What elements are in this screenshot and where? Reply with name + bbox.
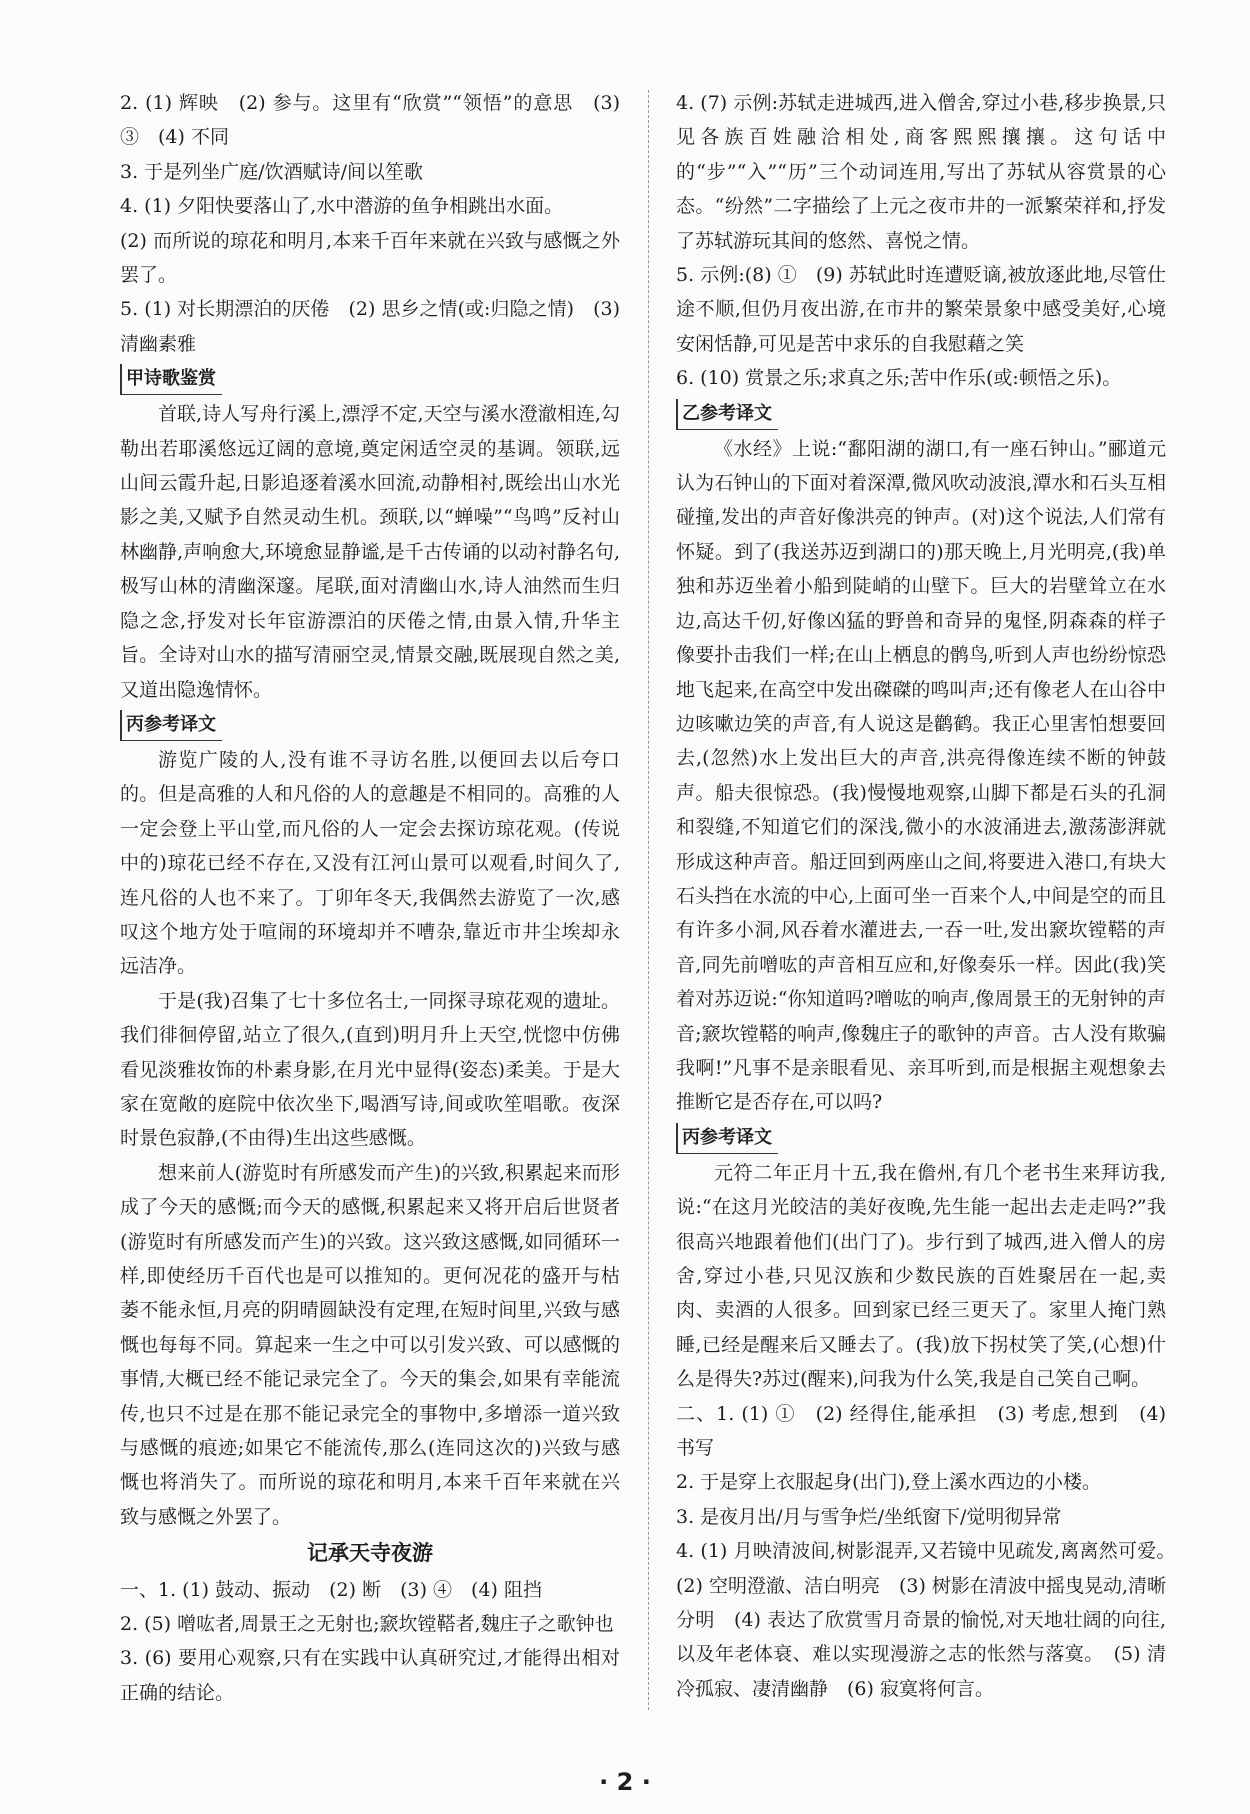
answer-line: 2. (1) 辉映 (2) 参与。这里有“欣赏”“领悟”的意思 (3) ③ (4) 不同 [120, 92, 620, 149]
answer-line: 2. (5) 噌吰者,周景王之无射也;窾坎镗鞳者,魏庄子之歌钟也 [120, 1613, 614, 1636]
paragraph: 《水经》上说:“鄱阳湖的湖口,有一座石钟山。”郦道元认为石钟山的下面对着深潭,微风吹动波浪,潭水和石头互相碰撞,发出的声音好像洪亮的钟声。(对)这个说法,人们常有怀疑。到了(我送苏迈到湖口的)那天晚上,月光明亮,(我)单独和苏迈坐着小船到陡峭的山壁下。巨大的岩壁耸立在水边,高达千仞,好像凶猛的野兽和奇异的鬼怪,阴森森的样子像要扑击我们一样;在山上栖息的鹘鸟,听到人声也纷纷惊恐地飞起来,在高空中发出磔磔的鸣叫声;还有像老人在山谷中边咳嗽边笑的声音,有人说这是鹳鹤。我正心里害怕想要回去,(忽然)水上发出巨大的声音,洪亮得像连续不断的钟鼓声。船夫很惊恐。(我)慢慢地观察,山脚下都是石头的孔洞和裂缝,不知道它们的深浅,微小的水波涌进去,激荡澎湃就形成这种声音。船迂回到两座山之间,将要进入港口,有块大石头挡在水流的中心,上面可坐一百来个人,中间是空的而且有许多小洞,风吞着水灌进去,一吞一吐,发出窾坎镗鞳的声音,同先前噌吰的声音相互应和,好像奏乐一样。因此(我)笑着对苏迈说:“你知道吗?噌吰的响声,像周景王的无射钟的声音;窾坎镗鞳的响声,像魏庄子的歌钟的声音。古人没有欺骗我啊!”凡事不是亲眼看见、亲耳听到,而是根据主观想象去推断它是否存在,可以吗? [676, 437, 1166, 1114]
answer-line: 3. 是夜月出/月与雪争烂/坐纸窗下/觉明彻异常 [676, 1505, 1062, 1528]
section-label-row [676, 1120, 1166, 1156]
answer-line: 二、1. (1) ① (2) 经得住,能承担 (3) 考虑,想到 (4) 书写 [676, 1402, 1166, 1460]
answer-line: 5. 示例:(8) ① (9) 苏轼此时连遭贬谪,被放逐此地,尽管仕途不顺,但仍月夜出游,在市井的繁荣景象中感受美好,心境安闲恬静,可见是苦中求乐的自我慰藉之笑 [676, 264, 1166, 355]
section-label: 丙参考译文 [676, 1123, 778, 1154]
page-number: · 2 · [599, 1768, 651, 1796]
section-title: 记承天寺夜游 [307, 1541, 433, 1566]
section-label-row [676, 396, 1166, 432]
paragraph: 于是(我)召集了七十多位名士,一同探寻琼花观的遗址。我们徘徊停留,站立了很久,(直到)明月升上天空,恍惚中仿佛看见淡雅妆饰的朴素身影,在月光中显得(姿态)柔美。于是大家在宽敞的庭院中依次坐下,喝酒写诗,间或吹笙唱歌。夜深时景色寂静,(不由得)生出这些感慨。 [120, 989, 620, 1150]
answer-line: 5. (1) 对长期漂泊的厌倦 (2) 思乡之情(或:归隐之情) (3) 清幽素雅 [120, 298, 620, 355]
section-label: 甲诗歌鉴赏 [120, 364, 222, 395]
section-label: 丙参考译文 [120, 710, 222, 741]
column-divider [648, 90, 649, 1710]
section-label-row [120, 707, 620, 743]
answer-line: 2. 于是穿上衣服起身(出门),登上溪水西边的小楼。 [676, 1471, 1102, 1494]
answer-line: (2) 而所说的琼花和明月,本来千百年来就在兴致与感慨之外罢了。 [120, 229, 620, 287]
section-label: 乙参考译文 [676, 399, 778, 430]
paragraph: 想来前人(游览时有所感发而产生)的兴致,积累起来而形成了今天的感慨;而今天的感慨,积累起来又将开启后世贤者(游览时有所感发而产生)的兴致。这兴致这感慨,如同循环一样,即使经历千百代也是可以推知的。更何况花的盛开与枯萎不能永恒,月亮的阴晴圆缺没有定理,在短时间里,兴致与感慨也每每不同。算起来一生之中可以引发兴致、可以感慨的事情,大概已经不能记录完全了。今天的集会,如果有幸能流传,也只不过是在那不能记录完全的事物中,多增添一道兴致与感慨的痕迹;如果它不能流传,那么(连同这次的)兴致与感慨也将消失了。而所说的琼花和明月,本来千百年来就在兴致与感慨之外罢了。 [120, 1161, 620, 1528]
section-label-row [120, 361, 620, 397]
paragraph: 游览广陵的人,没有谁不寻访名胜,以便回去以后夸口的。但是高雅的人和凡俗的人的意趣是不相同的。高雅的人一定会登上平山堂,而凡俗的人一定会去探访琼花观。(传说中的)琼花已经不存在,又没有江河山景可以观看,时间久了,连凡俗的人也不来了。丁卯年冬天,我偶然去游览了一次,感叹这个地方处于喧闹的环境却并不嘈杂,靠近市井尘埃却永远洁净。 [120, 748, 620, 978]
answer-line: 3. (6) 要用心观察,只有在实践中认真研究过,才能得出相对正确的结论。 [120, 1647, 620, 1704]
answer-line: 3. 于是列坐广庭/饮酒赋诗/间以笙歌 [120, 160, 423, 183]
answer-line: 一、1. (1) 鼓动、振动 (2) 断 (3) ④ (4) 阻挡 [120, 1578, 542, 1601]
answer-line: 4. (7) 示例:苏轼走进城西,进入僧舍,穿过小巷,移步换景,只见各族百姓融洽相处,商客熙熙攘攘。这句话中的“步”“入”“历”三个动词连用,写出了苏轼从容赏景的心态。“纷然”二字描绘了上元之夜市井的一派繁荣祥和,抒发了苏轼游玩其间的悠然、喜悦之情。 [676, 92, 1166, 252]
answer-line: 4. (1) 夕阳快要落山了,水中潜游的鱼争相跳出水面。 [120, 195, 564, 218]
paragraph: 元符二年正月十五,我在儋州,有几个老书生来拜访我,说:“在这月光皎洁的美好夜晚,先生能一起出去走走吗?”我很高兴地跟着他们(出门了)。步行到了城西,进入僧人的房舍,穿过小巷,只见汉族和少数民族的百姓聚居在一起,卖肉、卖酒的人很多。回到家已经三更天了。家里人掩门熟睡,已经是醒来后又睡去了。(我)放下拐杖笑了笑,(心想)什么是得失?苏过(醒来),问我为什么笑,我是自己笑自己啊。 [676, 1161, 1166, 1391]
left-column [120, 86, 620, 1710]
answer-line: 6. (10) 赏景之乐;求真之乐;苦中作乐(或:顿悟之乐)。 [676, 367, 1122, 390]
right-column [676, 86, 1186, 1706]
paragraph: 首联,诗人写舟行溪上,漂浮不定,天空与溪水澄澈相连,勾勒出若耶溪悠远辽阔的意境,奠定闲适空灵的基调。领联,远山间云霞升起,日影追逐着溪水回流,动静相衬,既绘出山水光影之美,又赋予自然灵动生机。颈联,以“蝉噪”“鸟鸣”反衬山林幽静,声响愈大,环境愈显静谧,是千古传诵的以动衬静名句,极写山林的清幽深邃。尾联,面对清幽山水,诗人油然而生归隐之念,抒发对长年宦游漂泊的厌倦之情,由景入情,升华主旨。全诗对山水的描写清丽空灵,情景交融,既展现自然之美,又道出隐逸情怀。 [120, 403, 620, 701]
answer-line: 4. (1) 月映清波间,树影混弄,又若镜中见疏发,离离然可爱。 (2) 空明澄澈、洁白明亮 (3) 树影在清波中摇曳晃动,清晰分明 (4) 表达了欣赏雪月奇景的愉悦,对天地壮阔的向往,以及年老体衰、难以实现漫游之志的怅然与落寞。 (5) 清冷孤寂、凄清幽静 (6) 寂寞将何言。 [676, 1540, 1186, 1700]
